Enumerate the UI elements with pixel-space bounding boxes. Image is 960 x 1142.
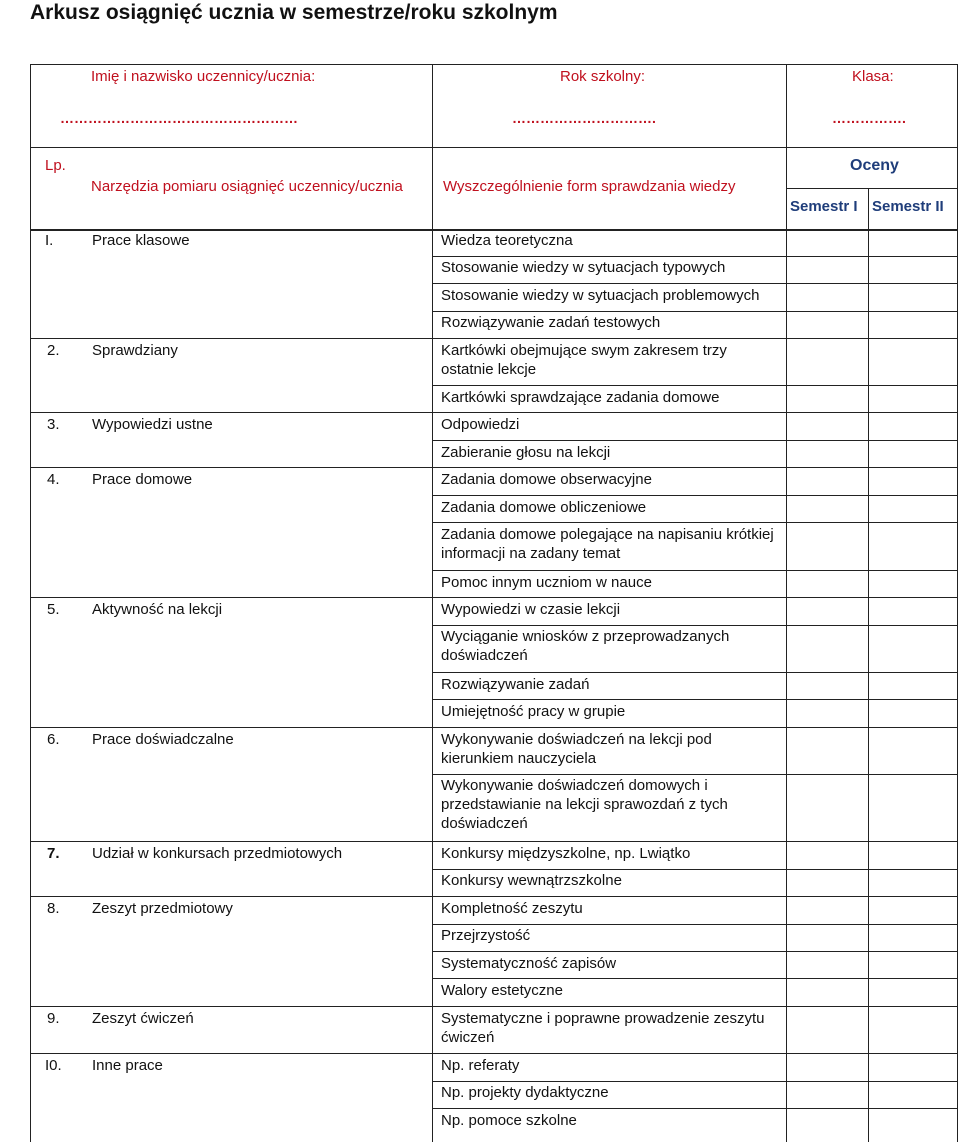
form-item: Np. projekty dydaktyczne	[441, 1084, 609, 1101]
form-item: Wiedza teoretyczna	[441, 232, 573, 249]
form-item: Stosowanie wiedzy w sytuacjach typowych	[441, 259, 726, 276]
tools-header: Narzędzia pomiaru osiągnięć uczennicy/ucznia	[91, 178, 403, 195]
lp-header: Lp.	[45, 157, 66, 174]
form-item: Walory estetyczne	[441, 982, 563, 999]
tool-name: Wypowiedzi ustne	[92, 416, 213, 433]
row-number: 2.	[47, 342, 60, 359]
tool-name: Inne prace	[92, 1057, 163, 1074]
form-item: Systematyczne i poprawne prowadzenie zeszytu ćwiczeń	[441, 1010, 765, 1046]
form-item: Kompletność zeszytu	[441, 900, 583, 917]
form-item: Konkursy międzyszkolne, np. Lwiątko	[441, 845, 691, 862]
row-number: 4.	[47, 471, 60, 488]
form-item: Przejrzystość	[441, 927, 531, 944]
form-item: Wykonywanie doświadczeń domowych i przedstawianie na lekcji sprawozdań z tych doświadczeń	[441, 777, 728, 832]
row-number: 5.	[47, 601, 60, 618]
tool-name: Zeszyt ćwiczeń	[92, 1010, 194, 1027]
student-name-field[interactable]: ……………………………………………	[60, 110, 298, 126]
row-number: 6.	[47, 731, 60, 748]
grades-header: Oceny	[850, 157, 899, 174]
form-item: Wypowiedzi w czasie lekcji	[441, 601, 621, 618]
school-year-field[interactable]: ………………………….	[512, 110, 656, 126]
form-item: Systematyczność zapisów	[441, 955, 617, 972]
row-number: I.	[45, 232, 54, 249]
tool-name: Aktywność na lekcji	[92, 601, 223, 618]
form-item: Umiejętność pracy w grupie	[441, 703, 626, 720]
row-number: 3.	[47, 416, 60, 433]
form-item: Zabieranie głosu na lekcji	[441, 444, 611, 461]
tool-name: Prace domowe	[92, 471, 193, 488]
row-number: 8.	[47, 900, 60, 917]
form-item: Rozwiązywanie zadań	[441, 676, 590, 693]
row-number: I0.	[45, 1057, 62, 1074]
row-number: 7.	[47, 845, 60, 862]
tool-name: Udział w konkursach przedmiotowych	[92, 845, 343, 862]
form-item: Zadania domowe obserwacyjne	[441, 471, 652, 488]
form-item: Zadania domowe polegające na napisaniu krótkiej informacji na zadany temat	[441, 526, 774, 562]
form-item: Rozwiązywanie zadań testowych	[441, 314, 661, 331]
form-item: Stosowanie wiedzy w sytuacjach problemowych	[441, 287, 760, 304]
semester-2-header: Semestr II	[872, 198, 944, 215]
form-item: Kartkówki obejmujące swym zakresem trzy ostatnie lekcje	[441, 342, 727, 378]
tool-name: Sprawdziany	[92, 342, 178, 359]
form-item: Odpowiedzi	[441, 416, 520, 433]
form-item: Kartkówki sprawdzające zadania domowe	[441, 389, 720, 406]
form-item: Konkursy wewnątrzszkolne	[441, 872, 622, 889]
form-item: Wyciąganie wniosków z przeprowadzanych doświadczeń	[441, 628, 730, 664]
tool-name: Zeszyt przedmiotowy	[92, 900, 233, 917]
class-field[interactable]: …………….	[832, 110, 906, 126]
school-year-label: Rok szkolny:	[560, 68, 646, 85]
form-item: Np. referaty	[441, 1057, 520, 1074]
class-label: Klasa:	[852, 68, 894, 85]
tool-name: Prace doświadczalne	[92, 731, 234, 748]
forms-header: Wyszczególnienie form sprawdzania wiedzy	[443, 178, 736, 195]
form-item: Pomoc innym uczniom w nauce	[441, 574, 652, 591]
semester-1-header: Semestr I	[790, 198, 858, 215]
page-title: Arkusz osiągnięć ucznia w semestrze/roku szkolnym	[30, 1, 558, 24]
form-item: Zadania domowe obliczeniowe	[441, 499, 647, 516]
student-name-label: Imię i nazwisko uczennicy/ucznia:	[91, 68, 316, 85]
row-number: 9.	[47, 1010, 60, 1027]
tool-name: Prace klasowe	[92, 232, 190, 249]
form-item: Wykonywanie doświadczeń na lekcji pod kierunkiem nauczyciela	[441, 731, 712, 767]
form-item: Np. pomoce szkolne	[441, 1112, 577, 1129]
